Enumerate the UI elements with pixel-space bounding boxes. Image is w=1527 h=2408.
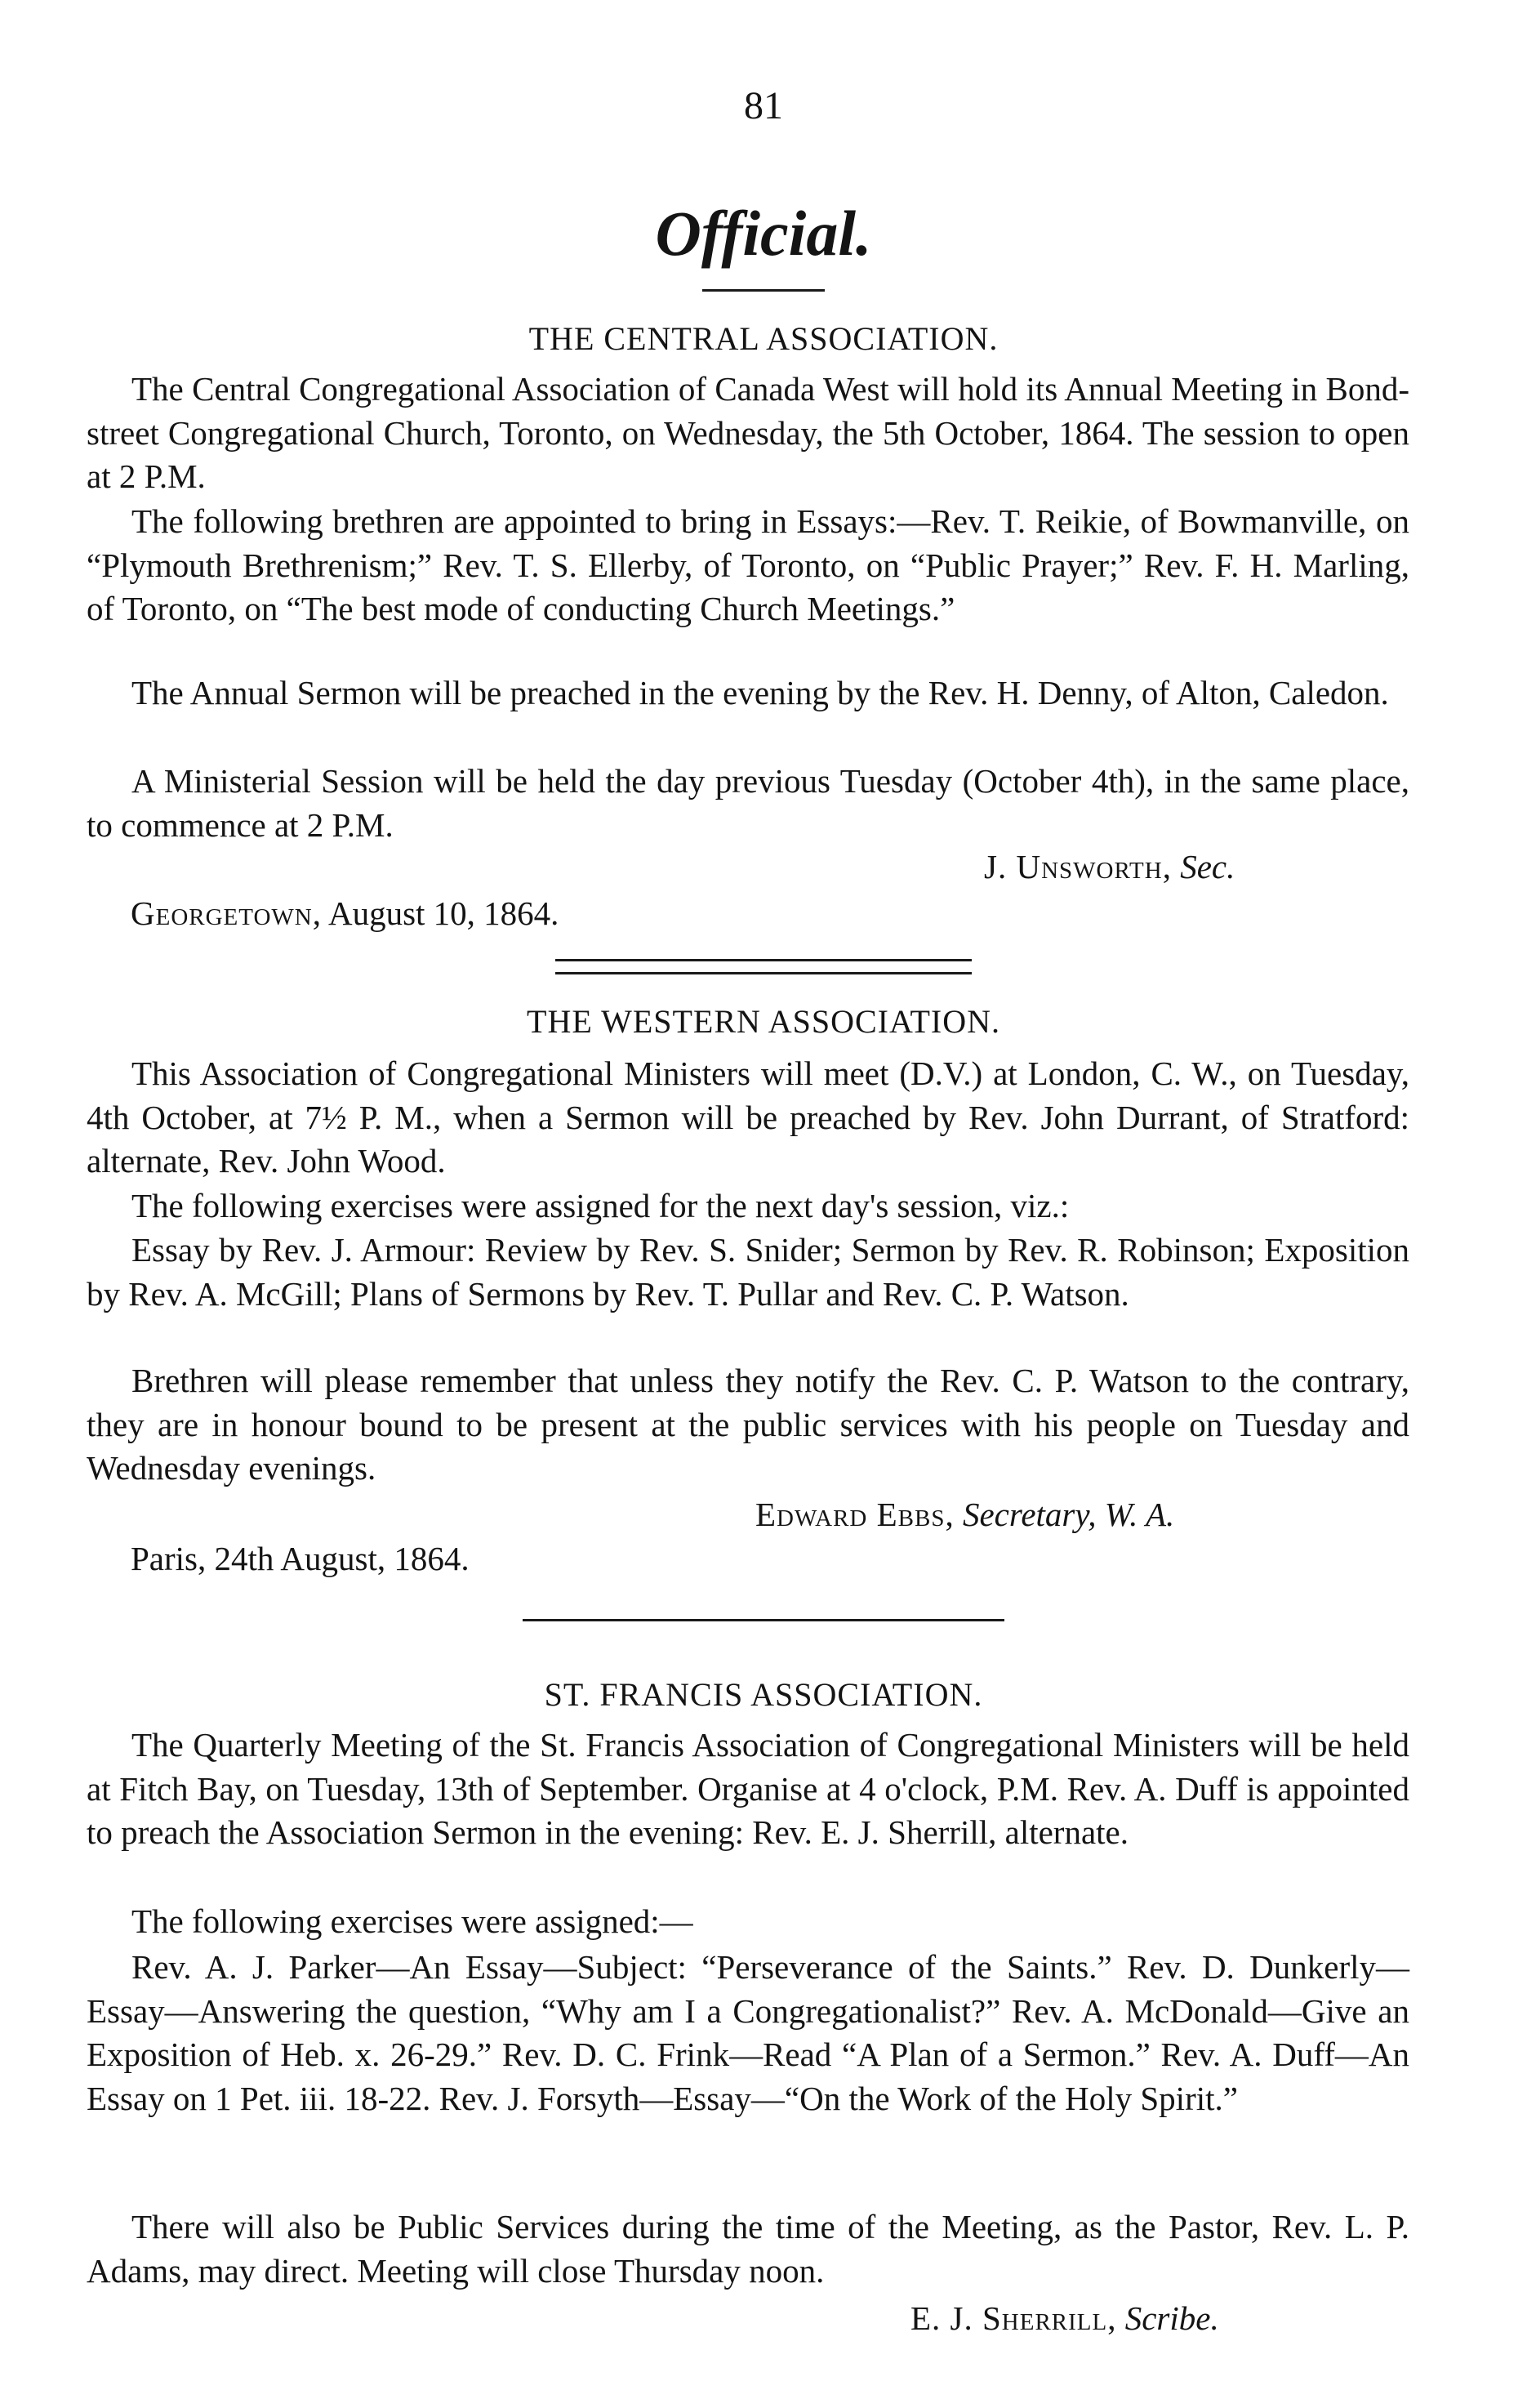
western-paragraph-1: This Association of Congregational Ministers will meet (D.V.) at London, C. W., on Tuesday, 4th October, at 7½ P. M., when a Sermon will be preached by Rev. John Durrant, of Stratford: alternate, Rev. John Wood. [87, 1055, 1409, 1179]
central-signature-title: Sec. [1180, 848, 1235, 885]
western-paragraph-3: Essay by Rev. J. Armour: Review by Rev. S. Snider; Sermon by Rev. R. Robinson; Exposition by Rev. A. McGill; Plans of Sermons by Rev. T. Pullar and Rev. C. P. Watson. [87, 1231, 1409, 1313]
st-francis-paragraph-2: The following exercises were assigned:— [131, 1902, 693, 1940]
western-association-heading: THE WESTERN ASSOCIATION. [527, 1003, 1000, 1040]
st-francis-signature-name: E. J. Sherrill, [910, 2299, 1117, 2337]
st-francis-association-heading: ST. FRANCIS ASSOCIATION. [544, 1676, 983, 1713]
western-signature [755, 1493, 1174, 1537]
central-paragraph-1: The Central Congregational Association of Canada West will hold its Annual Meeting in Bond-street Congregational Church, Toronto, on Wednesday, the 5th October, 1864. The session to open at 2 P.M. [87, 370, 1409, 495]
section-divider-top [555, 959, 972, 961]
st-francis-paragraph-4: There will also be Public Services during the time of the Meeting, as the Pastor, Rev. L. P. Adams, may direct. Meeting will close Thursday noon. [87, 2208, 1409, 2290]
central-paragraph-3: The Annual Sermon will be preached in the evening by the Rev. H. Denny, of Alton, Caledon. [131, 674, 1389, 711]
section-divider-bottom [555, 972, 972, 974]
western-place-date: Paris, 24th August, 1864. [131, 1540, 470, 1577]
central-signature [984, 845, 1235, 890]
central-paragraph-2: The following brethren are appointed to bring in Essays:—Rev. T. Reikie, of Bowmanville, on “Plymouth Brethrenism;” Rev. T. S. Ellerby, of Toronto, on “Public Prayer;” Rev. F. H. Marling, of Toronto, on “The best mode of conducting Church Meetings.” [87, 502, 1409, 627]
western-signature-name: Edward Ebbs, [755, 1496, 955, 1533]
section-heading: Official. [655, 198, 872, 269]
st-francis-paragraph-3: Rev. A. J. Parker—An Essay—Subject: “Perseverance of the Saints.” Rev. D. Dunkerly—Essay—Answering the question, “Why am I a Congregationalist?” Rev. A. McDonald—Give an Exposition of Heb. x. 26-29.” Rev. D. C. Frink—Read “A Plan of a Sermon.” Rev. A. Duff—An Essay on 1 Pet. iii. 18-22. Rev. J. Forsyth—Essay—“On the Work of the Holy Spirit.” [87, 1948, 1409, 2117]
st-francis-paragraph-1: The Quarterly Meeting of the St. Francis Association of Congregational Ministers will be held at Fitch Bay, on Tuesday, 13th of September. Organise at 4 o'clock, P.M. Rev. A. Duff is appointed to preach the Association Sermon in the evening: Rev. E. J. Sherrill, alternate. [87, 1726, 1409, 1851]
central-paragraph-4: A Ministerial Session will be held the day previous Tuesday (October 4th), in the same place, to commence at 2 P.M. [87, 762, 1409, 844]
western-paragraph-4: Brethren will please remember that unless they notify the Rev. C. P. Watson to the contrary, they are in honour bound to be present at the public services with his people on Tuesday and Wednesday evenings. [87, 1362, 1409, 1487]
central-date: August 10, 1864. [327, 894, 559, 932]
western-signature-title: Secretary, W. A. [962, 1496, 1175, 1533]
central-association-heading: THE CENTRAL ASSOCIATION. [528, 320, 999, 357]
section-divider [523, 1619, 1004, 1621]
central-place-date [131, 892, 559, 936]
central-signature-name: J. Unsworth, [984, 848, 1172, 885]
st-francis-signature-title: Scribe. [1124, 2299, 1219, 2337]
heading-rule [702, 289, 825, 292]
page-number: 81 [744, 84, 783, 127]
st-francis-signature [910, 2297, 1219, 2341]
central-place: Georgetown, [131, 894, 322, 932]
western-paragraph-2: The following exercises were assigned for the next day's session, viz.: [131, 1187, 1070, 1224]
